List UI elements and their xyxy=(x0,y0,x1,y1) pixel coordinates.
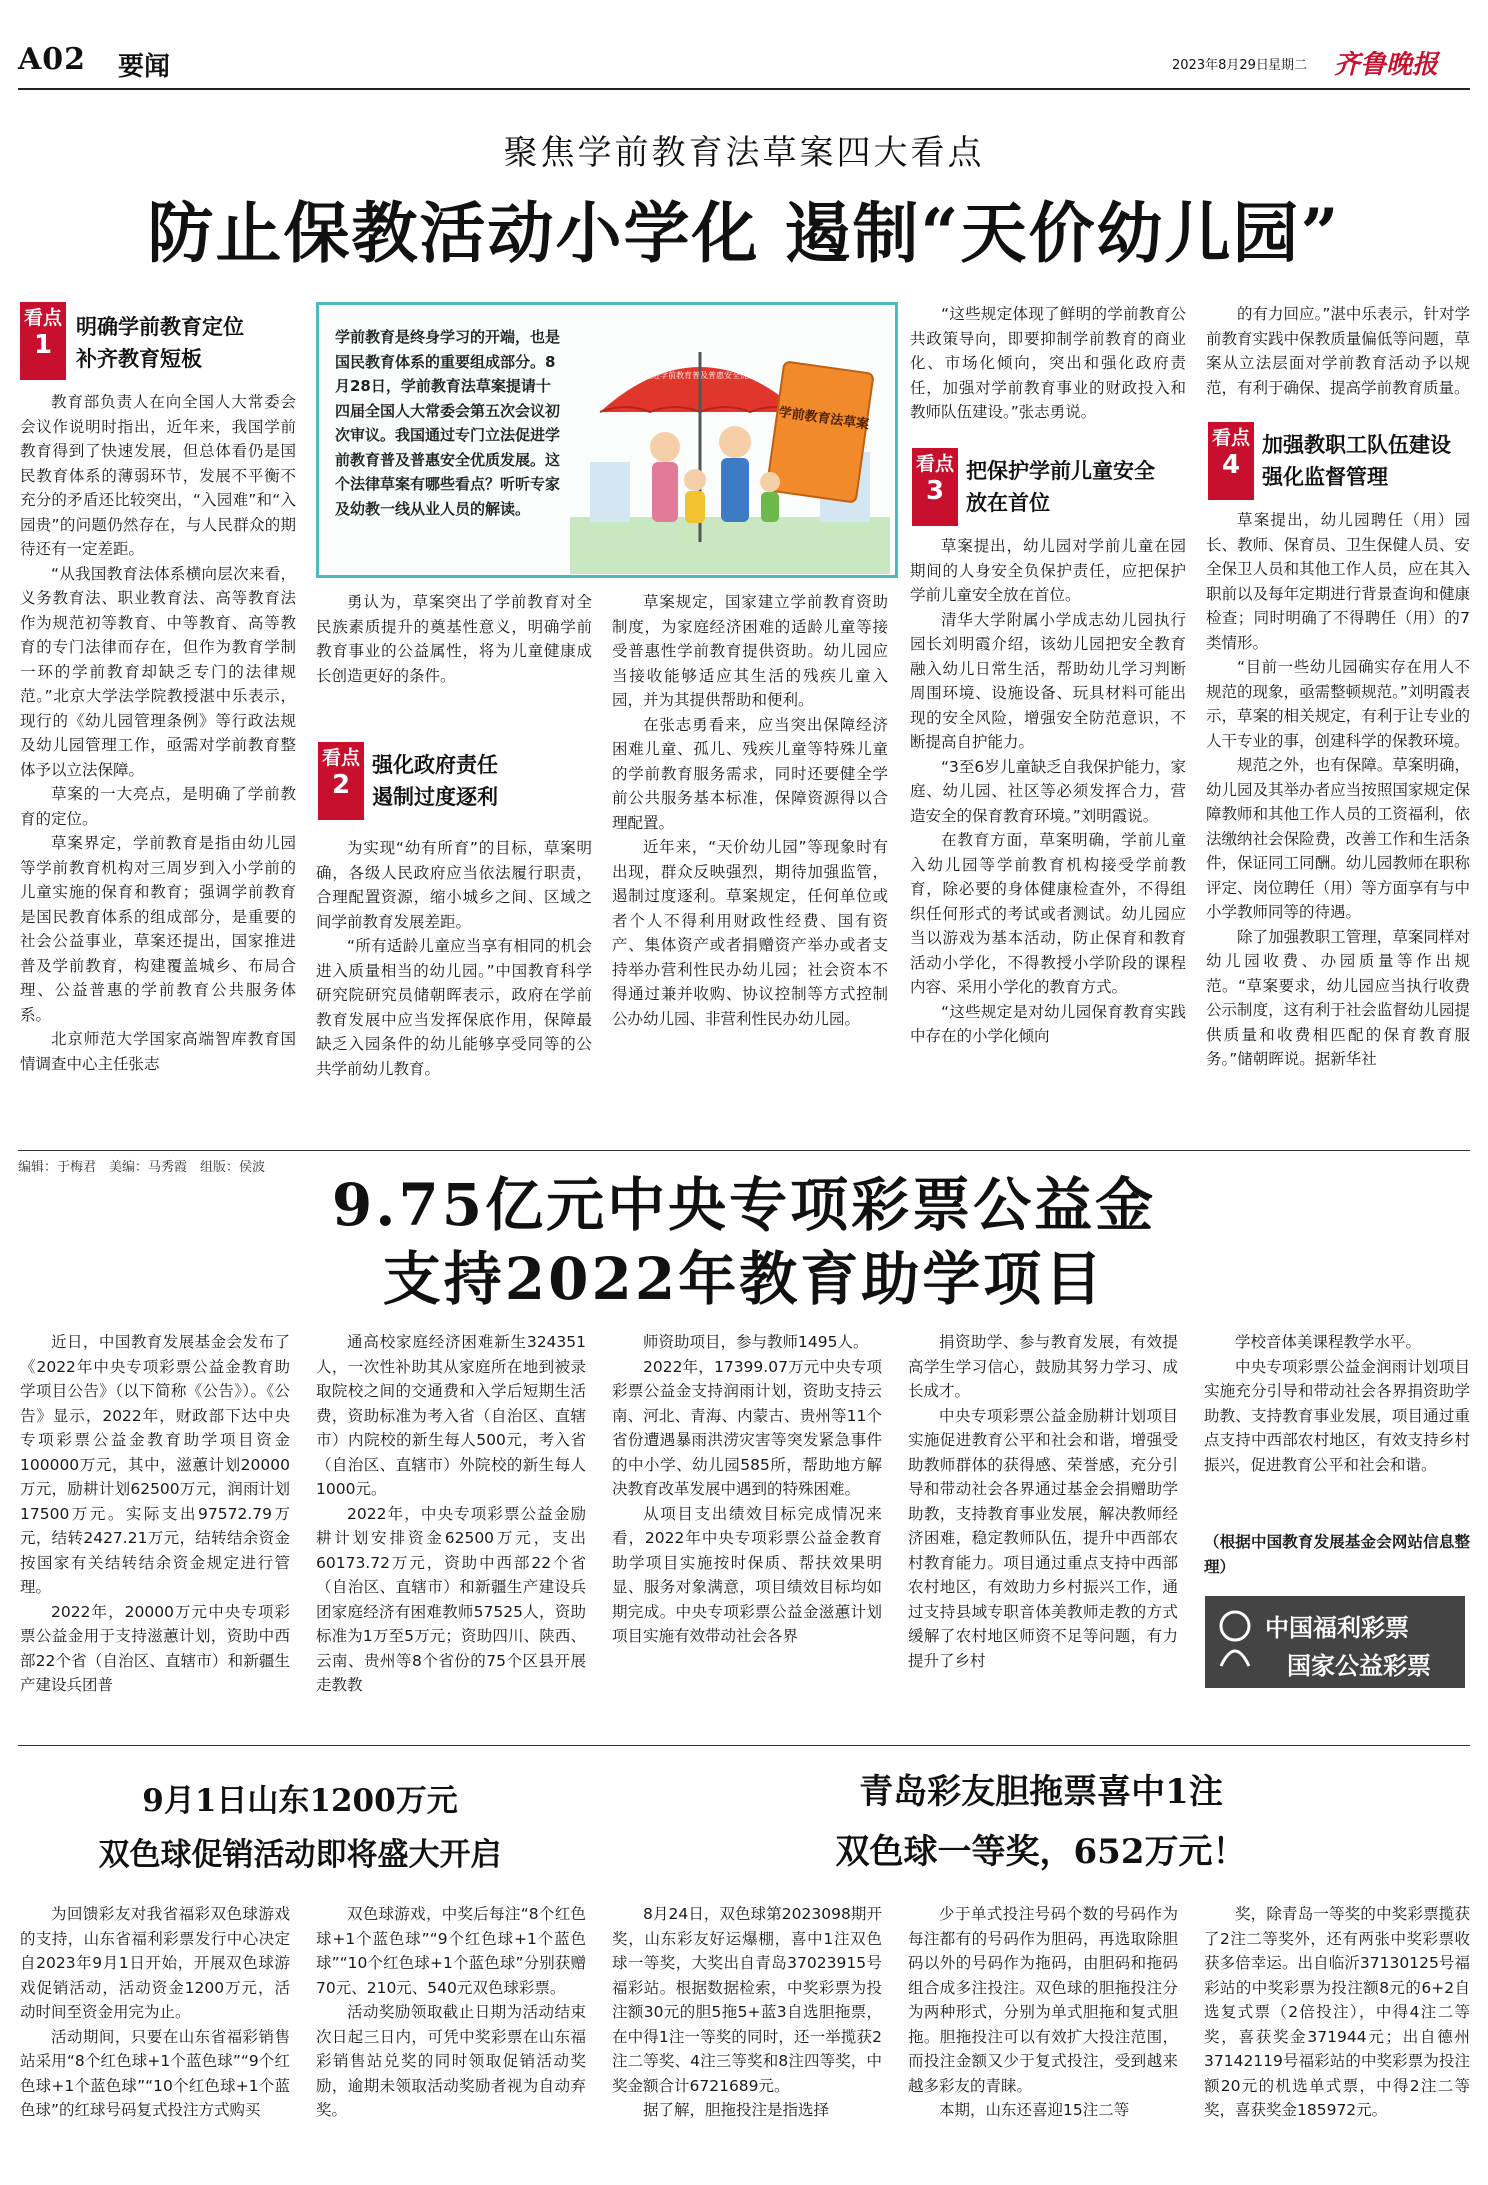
kandian-1-title-b: 补齐教育短板 xyxy=(76,346,202,371)
paragraph: 草案提出，幼儿园对学前儿童在园期间的人身安全负保护责任，应把保护学前儿童安全放在首位。 xyxy=(910,537,1186,604)
paragraph: 从项目支出绩效目标完成情况来看，2022年中央专项彩票公益金教育助学项目实施按时保质、帮扶效果明显、服务对象满意，项目绩效目标均如期完成。中央专项彩票公益金滋蕙计划项目实施有效带动社会各界 xyxy=(612,1504,882,1645)
paragraph: 师资助项目，参与教师1495人。 xyxy=(643,1333,869,1351)
paragraph: “所有适龄儿童应当享有相同的机会进入质量相当的幼儿园。”中国教育科学研究院研究员储朝晖表示，政府在学前教育发展中应当发挥保底作用，保障最缺乏入园条件的幼儿能够享受同等的公共学前幼儿教育。 xyxy=(316,937,592,1078)
paragraph: 在教育方面，草案明确，学前儿童入幼儿园等学前教育机构接受学前教育，除必要的身体健康检查外，不得组织任何形式的考试或者测试。幼儿园应当以游戏为基本活动，防止保育和教育活动小学化，不得教授小学阶段的课程内容、采用小学化的教育方式。 xyxy=(910,831,1186,996)
paragraph: 奖，除青岛一等奖的中奖彩票揽获了2注二等奖外，还有两张中奖彩票收获多倍幸运。出自临沂37130125号福彩站的中奖彩票为投注额8元的6+2自选复式票（2倍投注），中得4注二等奖，喜获奖金371944元；出自德州37142119号福彩站的中奖彩票为投注额20元的机选单式票，中得2注二等奖，喜获奖金185972元。 xyxy=(1204,1905,1470,2119)
kandian-label: 看点 xyxy=(1211,427,1250,449)
paragraph: 草案界定，学前教育是指由幼儿园等学前教育机构对三周岁到入小学前的儿童实施的保育和教育；强调学前教育是国民教育体系的组成部分，是重要的社会公益事业，草案还提出，国家推进普及学前教育，构建覆盖城乡、布局合理、公益普惠的学前教育公共服务体系。 xyxy=(20,834,296,1024)
article3-headline-line1: 9月1日山东1200万元 xyxy=(142,1783,458,1819)
article2-column-5 xyxy=(1204,1330,1470,1526)
page-number: A02 xyxy=(18,42,87,77)
welfare-lottery-logo xyxy=(1205,1596,1465,1688)
section-name: 要闻 xyxy=(118,52,171,82)
paragraph: 学校音体美课程教学水平。 xyxy=(1235,1333,1422,1351)
kandian-badge-2 xyxy=(318,742,364,820)
paragraph: 2022年，17399.07万元中央专项彩票公益金支持润雨计划，资助支持云南、河北、青海、内蒙古、贵州等11个省份遭遇暴雨洪涝灾害等突发紧急事件的中小学、幼儿园585所，帮助地方解决教育改革发展中遇到的特殊困难。 xyxy=(612,1357,882,1498)
article1-column-5b xyxy=(1206,508,1470,1130)
intro-text: 学前教育是终身学习的开端，也是国民教育体系的重要组成部分。8月28日，学前教育法草案提请十四届全国人大常委会第五次会议初次审议。我国通过专门立法促进学前教育普及普惠安全优质发展。这个法律草案有哪些看点？听听专家及幼教一线从业人员的解读。 xyxy=(335,328,561,518)
paragraph: 勇认为，草案突出了学前教育对全民族素质提升的奠基性意义，明确学前教育事业的公益属性，将为儿童健康成长创造更好的条件。 xyxy=(316,593,592,685)
kandian-badge-4 xyxy=(1208,422,1254,500)
paragraph: 草案的一大亮点，是明确了学前教育的定位。 xyxy=(20,785,296,828)
kandian-label: 看点 xyxy=(915,453,954,475)
kandian-1-title-a: 明确学前教育定位 xyxy=(76,314,244,339)
article2-source: （根据中国教育发展基金会网站信息整理） xyxy=(1204,1533,1470,1576)
paragraph: 清华大学附属小学成志幼儿园执行园长刘明霞介绍，该幼儿园把安全教育融入幼儿日常生活，帮助幼儿学习判断周围环境、设施设备、玩具材料可能出现的安全风险，增强安全防范意识，不断提高自护能力。 xyxy=(910,610,1186,751)
kandian-4-title-a: 加强教职工队伍建设 xyxy=(1262,432,1451,457)
paragraph: “目前一些幼儿园确实存在用人不规范的现象，亟需整顿规范。”刘明霞表示，草案的相关规定，有利于让专业的人干专业的事，创建科学的保教环境。 xyxy=(1206,658,1470,750)
umbrella-slogan: 立法促进学前教育普及普惠安全优质发展 xyxy=(628,371,772,380)
paragraph: 据了解，胆拖投注是指选择 xyxy=(643,2101,830,2119)
article2-headline xyxy=(0,1168,1488,1316)
article1-column-4a xyxy=(910,302,1186,440)
section-divider xyxy=(18,1745,1470,1746)
kandian-badge-1 xyxy=(20,302,66,380)
paragraph: 规范之外，也有保障。草案明确，幼儿园及其举办者应当按照国家规定保障教师和其他工作人员的工资福利，依法缴纳社会保险费，改善工作和生活条件，保证同工同酬。幼儿园教师在职称评定、岗位聘任（用）等方面享有与中小学教师同等的待遇。 xyxy=(1206,756,1470,921)
article1-column-1 xyxy=(20,390,296,1130)
kandian-label: 看点 xyxy=(321,747,360,769)
article3-column-2 xyxy=(316,1902,586,2172)
book-title: 学前教育法草案 xyxy=(777,405,870,433)
paragraph: 中央专项彩票公益金润雨计划项目实施充分引导和带动社会各界捐资助学助教、支持教育事业发展，项目通过重点支持中西部农村地区，有效支持乡村振兴，促进教育公平和社会和谐。 xyxy=(1204,1357,1470,1474)
paragraph: “这些规定体现了鲜明的学前教育公共政策导向，即要抑制学前教育的商业化、市场化倾向，突出和强化政府责任，加强对学前教育事业的财政投入和教师队伍建设。”张志勇说。 xyxy=(910,305,1186,421)
lottery-emblem-icon xyxy=(1213,1606,1257,1678)
paragraph: “从我国教育法体系横向层次来看，义务教育法、职业教育法、高等教育法作为规范初等教育、中等教育、高等教育的专门法律而存在，但作为教育学制一环的学前教育却缺乏专门的法律规范。”北京大学法学院教授湛中乐表示，现行的《幼儿园管理条例》等行政法规及幼儿园管理工作，亟需对学前教育整体予以立法保障。 xyxy=(20,564,296,779)
article1-column-2b xyxy=(316,836,592,1130)
issue-weekday: 星期二 xyxy=(1268,58,1308,73)
paragraph: “3至6岁儿童缺乏自我保护能力，家庭、幼儿园、社区等必须发挥合力，营造安全的保育教育环境。”刘明霞说。 xyxy=(910,757,1186,825)
kandian-number: 4 xyxy=(1221,450,1241,480)
article4-headline-line2: 双色球一等奖，652万元！ xyxy=(835,1832,1247,1872)
article4-column-2 xyxy=(908,1902,1178,2172)
family-umbrella-illustration xyxy=(570,312,890,574)
paragraph: 2022年，中央专项彩票公益金励耕计划安排资金62500万元，支出60173.72万元，资助中西部22个省（自治区、直辖市）和新疆生产建设兵团家庭经济有困难教师57525人，资助标准为1万至5万元；资助四川、陕西、云南、贵州等8个省份的75个区县开展走教教 xyxy=(316,1504,586,1694)
kandian-number: 1 xyxy=(33,330,53,360)
article4-column-1 xyxy=(612,1902,882,2172)
article1-column-4b xyxy=(910,534,1186,1130)
article2-column-2 xyxy=(316,1330,586,1750)
masthead-rule xyxy=(18,88,1470,90)
kandian-4-title-b: 强化监督管理 xyxy=(1262,464,1388,489)
section-divider xyxy=(18,1150,1470,1151)
newspaper-logo: 齐鲁晚报 xyxy=(1334,50,1439,80)
paragraph: 通高校家庭经济困难新生324351人，一次性补助其从家庭所在地到被录取院校之间的交通费和入学后短期生活费，资助标准为考入省（自治区、直辖市）内院校的新生每人500元，考入省（自治区、直辖市）外院校的新生每人1000元。 xyxy=(316,1333,586,1498)
paragraph: 为实现“幼有所育”的目标，草案明确，各级人民政府应当依法履行职责，合理配置资源，缩小城乡之间、区域之间学前教育发展差距。 xyxy=(316,839,592,931)
paragraph: 为回馈彩友对我省福彩双色球游戏的支持，山东省福利彩票发行中心决定自2023年9月1日开始，开展双色球游戏促销活动，活动资金1200万元，活动时间至资金用完为止。 xyxy=(20,1905,290,2021)
article4-headline xyxy=(612,1762,1470,1882)
paragraph: 的有力回应。”湛中乐表示，针对学前教育实践中保教质量偏低等问题，草案从立法层面对学前教育活动予以规范，有利于确保、提高学前教育质量。 xyxy=(1206,305,1470,397)
paragraph: 中央专项彩票公益金励耕计划项目实施促进教育公平和社会和谐，增强受助教师群体的获得感、荣誉感，充分引导和带动社会各界通过基金会捐赠助学助教，支持教育事业发展，解决教师经济困难，稳定教师队伍，提升中西部农村教育能力。项目通过重点支持中西部农村地区，有效助力乡村振兴工作，通过支持县域专职音体美教师走教的方式缓解了农村地区师资不足等问题，有力提升了乡村 xyxy=(908,1406,1178,1670)
kandian-number: 2 xyxy=(331,770,351,800)
kandian-3-title-a: 把保护学前儿童安全 xyxy=(966,458,1155,483)
kandian-label: 看点 xyxy=(23,307,62,329)
paragraph: 活动奖励领取截止日期为活动结束次日起三日内，可凭中奖彩票在山东福彩销售站兑奖的同时领取促销活动奖励，逾期未领取活动奖励者视为自动弃奖。 xyxy=(316,2003,586,2119)
kandian-2-title-a: 强化政府责任 xyxy=(372,752,498,777)
article3-headline-line2: 双色球促销活动即将盛大开启 xyxy=(98,1837,502,1873)
logo-line-2: 国家公益彩票 xyxy=(1287,1652,1431,1680)
article2-headline-line2: 支持2022年教育助学项目 xyxy=(382,1245,1106,1313)
article2-column-1 xyxy=(20,1330,290,1750)
article1-column-3 xyxy=(612,590,888,1130)
article2-column-4 xyxy=(908,1330,1178,1750)
article2-headline-line1: 9.75亿元中央专项彩票公益金 xyxy=(331,1171,1157,1239)
paragraph: 少于单式投注号码个数的号码作为每注都有的号码作为胆码，再选取除胆码以外的号码作为拖码，由胆码和拖码组合成多注投注。双色球的胆拖投注分为两种形式，分别为单式胆拖和复式胆拖。胆拖投注可以有效扩大投注范围，而投注金额又少于复式投注，受到越来越多彩友的青睐。 xyxy=(908,1905,1178,2095)
paragraph: 除了加强教职工管理，草案同样对幼儿园收费、办园质量等作出规范。“草案要求，幼儿园应当执行收费公示制度，这有利于社会监督幼儿园提供质量和收费相匹配的保育教育服务。”储朝晖说。据新华社 xyxy=(1206,927,1470,1068)
paragraph: 捐资助学、参与教育发展，有效提高学生学习信心，鼓励其努力学习、成长成才。 xyxy=(908,1333,1178,1400)
paragraph: 教育部负责人在向全国人大常委会会议作说明时指出，近年来，我国学前教育得到了快速发展，但总体看仍是国民教育体系的薄弱环节，发展不平衡不充分的矛盾还比较突出，“入园难”和“入园贵”的问题仍然存在，与人民群众的期待还有一定差距。 xyxy=(20,393,296,558)
issue-date: 2023年8月29日 xyxy=(1172,58,1269,73)
paragraph: 草案提出，幼儿园聘任（用）园长、教师、保育员、卫生保健人员、安全保卫人员和其他工作人员，应在其入职前以及每年定期进行背景查询和健康检查；同时明确了不得聘任（用）的7类情形。 xyxy=(1206,511,1470,652)
article4-column-3 xyxy=(1204,1902,1470,2172)
paragraph: 北京师范大学国家高端智库教育国情调查中心主任张志 xyxy=(20,1030,296,1073)
paragraph: 草案规定，国家建立学前教育资助制度，为家庭经济困难的适龄儿童等接受普惠性学前教育提供资助。幼儿园应当接收能够适应其生活的残疾儿童入园，并为其提供帮助和便利。 xyxy=(612,593,888,709)
kandian-3-title-b: 放在首位 xyxy=(966,490,1050,515)
paragraph: “这些规定是对幼儿园保育教育实践中存在的小学化倾向 xyxy=(910,1002,1186,1045)
paragraph: 8月24日，双色球第2023098期开奖，山东彩友好运爆棚，喜中1注双色球一等奖，大奖出自青岛37023915号福彩站。根据数据检索，中奖彩票为投注额30元的胆5拖5+蓝3自选胆拖票，在中得1注一等奖的同时，还一举揽获2注二等奖、4注三等奖和8注四等奖，中奖金额合计6721689元。 xyxy=(612,1905,882,2095)
kandian-2-title-b: 遏制过度逐利 xyxy=(372,784,498,809)
article1-column-5a xyxy=(1206,302,1470,414)
article2-column-3 xyxy=(612,1330,882,1750)
kandian-number: 3 xyxy=(925,476,945,506)
paragraph: 近日，中国教育发展基金会发布了《2022年中央专项彩票公益金教育助学项目公告》（以下简称《公告》）。《公告》显示，2022年，财政部下达中央专项彩票公益金教育助学项目资金100000万元，其中，滋蕙计划20000万元，励耕计划62500万元，润雨计划17500万元。实际支出97572.79万元，结转2427.21万元，结转结余资金按国家有关结转结余资金规定进行管理。 xyxy=(20,1333,290,1596)
article3-headline xyxy=(20,1774,580,1882)
paragraph: 2022年，20000万元中央专项彩票公益金用于支持滋蕙计划，资助中西部22个省（自治区、直辖市）和新疆生产建设兵团普 xyxy=(20,1602,290,1694)
article1-subtitle: 聚焦学前教育法草案四大看点 xyxy=(503,133,985,173)
article1-headline: 防止保教活动小学化 遏制“天价幼儿园” xyxy=(147,194,1341,272)
kandian-badge-3 xyxy=(912,448,958,526)
paragraph: 近年来，“天价幼儿园”等现象时有出现，群众反映强烈，期待加强监管，遏制过度逐利。草案规定，任何单位或者个人不得利用财政性经费、国有资产、集体资产或者捐赠资产举办或者支持举办营利性民办幼儿园；社会资本不得通过兼并收购、协议控制等方式控制公办幼儿园、非营利性民办幼儿园。 xyxy=(612,838,888,1028)
paragraph: 双色球游戏，中奖后每注“8个红色球+1个蓝色球”“9个红色球+1个蓝色球”“10个红色球+1个蓝色球”分别获赠70元、210元、540元双色球彩票。 xyxy=(316,1905,586,1997)
article3-column-1 xyxy=(20,1902,290,2172)
paragraph: 本期，山东还喜迎15注二等 xyxy=(939,2101,1130,2119)
paragraph: 在张志勇看来，应当突出保障经济困难儿童、孤儿、残疾儿童等特殊儿童的学前教育服务需求，同时还要健全学前公共服务基本标准，保障资源得以合理配置。 xyxy=(612,715,888,832)
logo-line-1: 中国福利彩票 xyxy=(1265,1614,1409,1642)
editor-credits: 编辑：于梅君 美编：马秀霞 组版：侯波 xyxy=(18,1160,266,1175)
svg-text:立法促进学前教育普及普惠安全优质发展 xyxy=(628,370,772,380)
article4-headline-line1: 青岛彩友胆拖票喜中1注 xyxy=(859,1772,1223,1812)
article1-column-2 xyxy=(316,590,592,730)
paragraph: 活动期间，只要在山东省福彩销售站采用“8个红色球+1个蓝色球”“9个红色球+1个蓝色球”“10个红色球+1个蓝色球”的红球号码复式投注方式购买 xyxy=(20,2027,290,2119)
